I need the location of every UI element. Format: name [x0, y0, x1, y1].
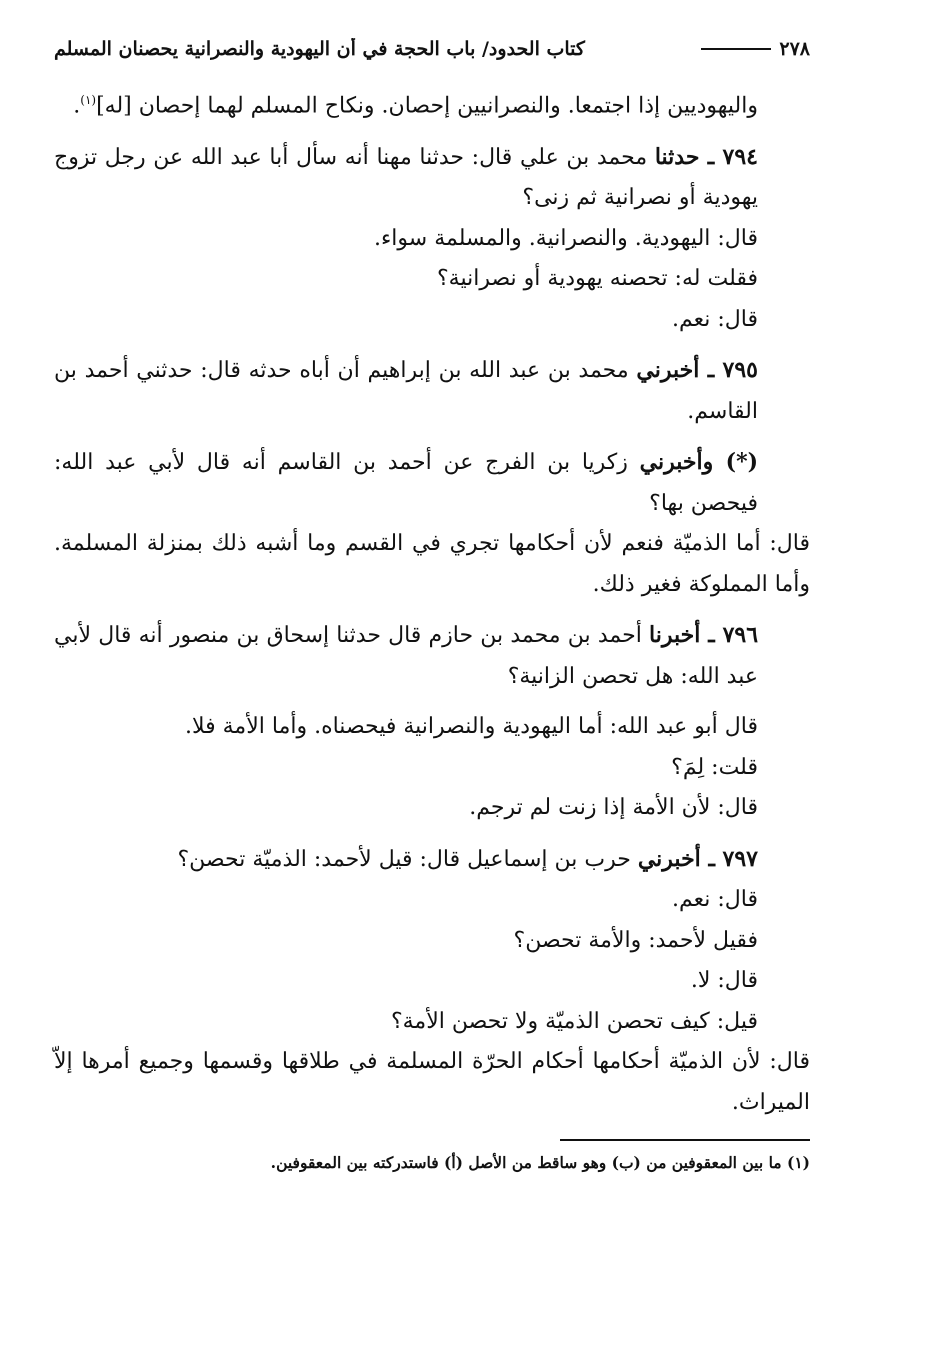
narration-number: ٧٩٧ ـ	[700, 845, 758, 872]
narration-795	[54, 350, 810, 432]
narration-number: ٧٩٦ ـ	[700, 622, 759, 649]
narration-star	[54, 442, 810, 524]
page-number: ٢٧٨	[779, 38, 810, 60]
narration-keyword: أخبرنا	[649, 622, 701, 649]
dialogue-line: قال أبو عبد الله: أما اليهودية والنصرانية فيحصناه. وأما الأمة فلا.	[185, 714, 758, 740]
period: .	[73, 93, 81, 119]
narration-text: زكريا بن الفرج عن أحمد بن القاسم أنه قال لأبي عبد الله: فيحصن بها؟	[54, 450, 758, 516]
running-title: كتاب الحدود/ باب الحجة في أن اليهودية والنصرانية يحصنان المسلم	[54, 38, 585, 60]
dialogue-line: قال: لا.	[690, 968, 758, 994]
dialogue-line: قال: لأن الذميّة أحكامها أحكام الحرّة المسلمة في طلاقها وقسمها وجميع أمرها إلاّ الميراث.	[54, 1049, 810, 1115]
header-rule	[701, 48, 771, 50]
footnote: (١) ما بين المعقوفين من (ب) وهو ساقط من الأصل (أ) فاستدركته بين المعقوفين.	[270, 1153, 810, 1173]
narration-text: محمد بن علي قال: حدثنا مهنا أنه سأل أبا عبد الله عن رجل تزوج يهودية أو نصرانية ثم زنى؟	[54, 144, 758, 211]
page-header	[54, 32, 810, 66]
dialogue-line: قال: اليهودية. والنصرانية. والمسلمة سواء.	[373, 225, 758, 251]
narration-797	[54, 839, 810, 881]
star-mark: (*)	[713, 449, 759, 476]
narration-text: محمد بن عبد الله بن إبراهيم أن أباه حدثه قال: حدثني أحمد بن القاسم.	[54, 358, 758, 424]
dialogue-line: قال: لأن الأمة إذا زنت لم ترجم.	[469, 795, 758, 821]
dialogue-line: فقيل لأحمد: والأمة تحصن؟	[513, 927, 758, 953]
dialogue-line: قال: نعم.	[672, 306, 758, 332]
narration-keyword: وأخبرني	[639, 449, 714, 476]
narration-keyword: حدثنا	[654, 143, 700, 170]
dialogue-line: قال: أما الذميّة فنعم لأن أحكامها تجري في القسم وما أشبه ذلك بمنزلة المسلمة. وأما المملوكة فغير ذلك.	[54, 531, 810, 597]
narration-794	[54, 137, 810, 219]
dialogue-line: قال: نعم.	[672, 887, 758, 913]
footnote-ref[interactable]: (١)	[80, 93, 97, 107]
narration-text: أحمد بن محمد بن حازم قال حدثنا إسحاق بن منصور أنه قال لأبي عبد الله: هل تحصن الزانية؟	[54, 623, 758, 689]
bracket-insert: [له]	[96, 93, 132, 119]
footnote-rule	[560, 1139, 810, 1141]
main-text	[54, 80, 810, 1123]
paragraph-continuation	[54, 80, 810, 127]
narration-number: ٧٩٥ ـ	[699, 357, 758, 384]
dialogue-line: قيل: كيف تحصن الذميّة ولا تحصن الأمة؟	[390, 1008, 758, 1034]
continuation-text: واليهوديين إذا اجتمعا. والنصرانيين إحصان. ونكاح المسلم لهما إحصان	[138, 93, 758, 119]
narration-number: ٧٩٤ ـ	[699, 143, 758, 170]
narration-keyword: أخبرني	[636, 357, 700, 384]
narration-keyword: أخبرني	[637, 845, 701, 872]
narration-text: حرب بن إسماعيل قال: قيل لأحمد: الذميّة تحصن؟	[177, 846, 638, 872]
dialogue-line: قلت: لِمَ؟	[671, 754, 758, 780]
dialogue-line: فقلت له: تحصنه يهودية أو نصرانية؟	[436, 266, 758, 292]
narration-796	[54, 615, 810, 697]
